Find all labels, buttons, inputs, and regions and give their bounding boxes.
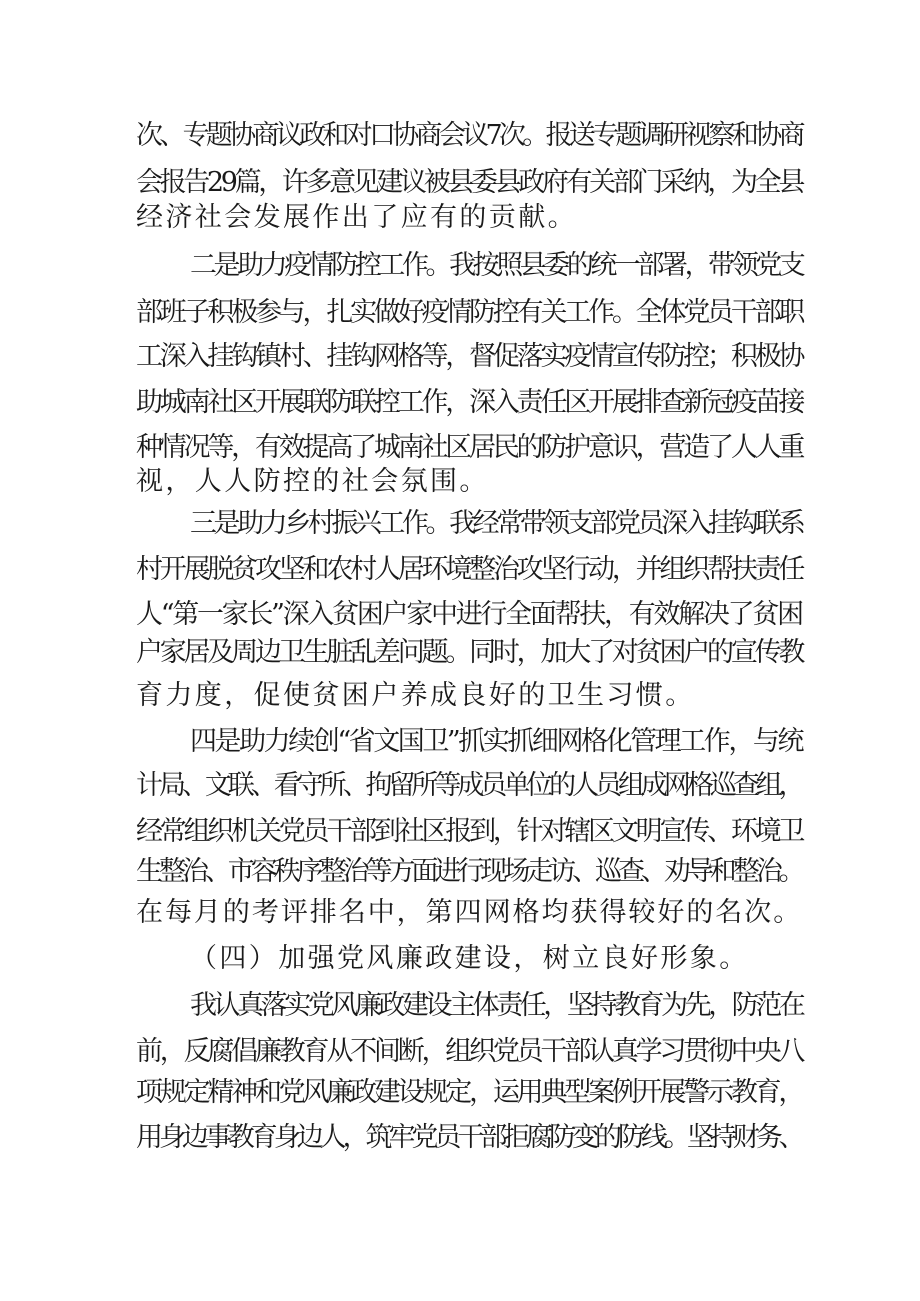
text-line: 工深入挂钩镇村、挂钩网格等，督促落实疫情宣传防控；积极协 <box>136 341 803 372</box>
text-line: 前，反腐倡廉教育从不间断，组织党员干部认真学习贯彻中央八 <box>136 1036 803 1067</box>
text-line: 助城南社区开展联防联控工作，深入责任区开展排查新冠疫苗接 <box>136 387 803 418</box>
text-line: 人“第一家长”深入贫困户家中进行全面帮扶，有效解决了贫困 <box>136 599 802 630</box>
paragraph-3-start: 三是助力乡村振兴工作。我经常带领支部党员深入挂钩联系 <box>190 508 803 539</box>
section-heading: （四）加强党风廉政建设，树立良好形象。 <box>190 943 749 974</box>
paragraph-5-start: 我认真落实党风廉政建设主体责任，坚持教育为先，防范在 <box>190 990 803 1021</box>
text-line: 用身边事教育身边人，筑牢党员干部拒腐防变的防线。坚持财务、 <box>136 1122 802 1153</box>
text-line: 种情况等，有效提高了城南社区居民的防护意识，营造了人人重 <box>136 432 803 463</box>
text-line: 生整治、市容秩序整治等方面进行现场走访、巡查、劝导和整治。 <box>136 856 802 887</box>
text-line: 部班子积极参与，扎实做好疫情防控有关工作。全体党员干部职 <box>136 297 803 328</box>
text-line: 计局、文联、看守所、拘留所等成员单位的人员组成网格巡查组， <box>136 770 802 801</box>
text-line: 会报告29篇，许多意见建议被县委县政府有关部门采纳，为全县 <box>136 167 802 198</box>
text-line: 在每月的考评排名中，第四网格均获得较好的名次。 <box>136 897 803 928</box>
text-line: 项规定精神和党风廉政建设规定，运用典型案例开展警示教育， <box>136 1077 803 1108</box>
paragraph-4-start: 四是助力续创“省文国卫”抓实抓细网格化管理工作，与统 <box>190 726 803 757</box>
text-line: 户家居及周边卫生脏乱差问题。同时，加大了对贫困户的宣传教 <box>136 637 803 668</box>
text-line: 经常组织机关党员干部到社区报到，针对辖区文明宣传、环境卫 <box>136 816 803 847</box>
text-line: 经济社会发展作出了应有的贡献。 <box>136 202 577 233</box>
text-line: 视，人人防控的社会氛围。 <box>136 466 489 497</box>
text-line: 次、专题协商议政和对口协商会议7次。报送专题调研视察和协商 <box>136 120 802 151</box>
paragraph-2-start: 二是助力疫情防控工作。我按照县委的统一部署，带领党支 <box>190 250 803 281</box>
text-line: 育力度，促使贫困户养成良好的卫生习惯。 <box>136 680 695 711</box>
text-line: 村开展脱贫攻坚和农村人居环境整治攻坚行动，并组织帮扶责任 <box>136 554 803 585</box>
